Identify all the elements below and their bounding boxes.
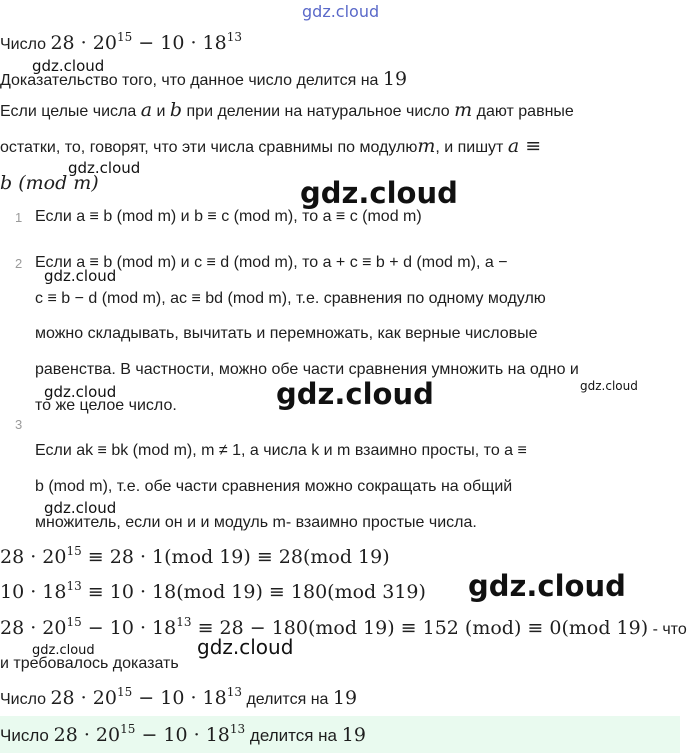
definition-line-2: остатки, то, говорят, что эти числа сравнимы по модулюm, и пишут a ≡ [0, 135, 542, 157]
definition-line-3: b (mod m) [0, 172, 99, 194]
property-3-line: b (mod m), т.е. обе части сравнения можно сокращать на общий [35, 478, 513, 495]
watermark: gdz.cloud [580, 379, 638, 393]
answer-text: Число $28 \cdot 20^{15} - 10 \cdot 18^{13}$ делится на 19 [0, 722, 366, 746]
watermark: gdz.cloud [32, 643, 95, 658]
conclusion: Число $28 \cdot 20^{15} - 10 \cdot 18^{13}$ делится на 19 [0, 685, 358, 709]
computation-line: $28 \cdot 20^{15} \equiv 28 \cdot 1(mod$ 19) ≡ 28(mod 19) [0, 544, 390, 568]
property-2-line: равенства. В частности, можно обе части сравнения умножить на одно и [35, 361, 579, 378]
watermark: gdz.cloud [468, 569, 626, 603]
property-2-line: Если a ≡ b (mod m) и c ≡ d (mod m), то a + c ≡ b + d (mod m), a − [35, 254, 508, 271]
problem-title: Число $28 \cdot 20^{15} - 10 \cdot 18^{13}$ [0, 30, 242, 54]
answer-box [0, 716, 680, 753]
list-number: 3 [15, 417, 23, 432]
computation-line: $28 \cdot 20^{15} - 10 \cdot 18^{13} \equiv 28 - 180(mod$ 19) ≡ 152 (mod) ≡ 0(mod 19) - что [0, 615, 687, 639]
watermark: gdz.cloud [44, 383, 117, 401]
property-2-line: c ≡ b − d (mod m), ac ≡ bd (mod m), т.е. сравнения по одному модулю [35, 290, 546, 307]
watermark: gdz.cloud [302, 2, 380, 21]
conclusion-tail: и требовалось доказать [0, 655, 179, 672]
proof-heading: Доказательство того, что данное число делится на 19 [0, 68, 408, 90]
property-2-line: можно складывать, вычитать и перемножать, как верные числовые [35, 325, 538, 342]
watermark: gdz.cloud [68, 159, 141, 177]
computation-line: $10 \cdot 18^{13} \equiv 10 \cdot 18(mod$ 19) ≡ 180(mod 319) [0, 579, 426, 603]
property-2-line: то же целое число. [35, 397, 177, 414]
watermark: gdz.cloud [197, 635, 294, 659]
list-number: 1 [15, 210, 23, 225]
list-number: 2 [15, 256, 23, 271]
watermark: gdz.cloud [32, 57, 105, 75]
property-3-line: множитель, если он и и модуль m- взаимно простые числа. [35, 514, 477, 531]
property-3-line: Если ak ≡ bk (mod m), m ≠ 1, а числа k и m взаимно просты, то a ≡ [35, 442, 527, 459]
watermark: gdz.cloud [44, 267, 117, 285]
watermark: gdz.cloud [300, 176, 458, 210]
watermark: gdz.cloud [276, 377, 434, 411]
watermark: gdz.cloud [44, 499, 117, 517]
definition-line-1: Если целые числа a и b при делении на натуральное число m дают равные [0, 99, 574, 121]
property-1-line: Если a ≡ b (mod m) и b ≡ c (mod m), то a ≡ c (mod m) [35, 208, 422, 225]
